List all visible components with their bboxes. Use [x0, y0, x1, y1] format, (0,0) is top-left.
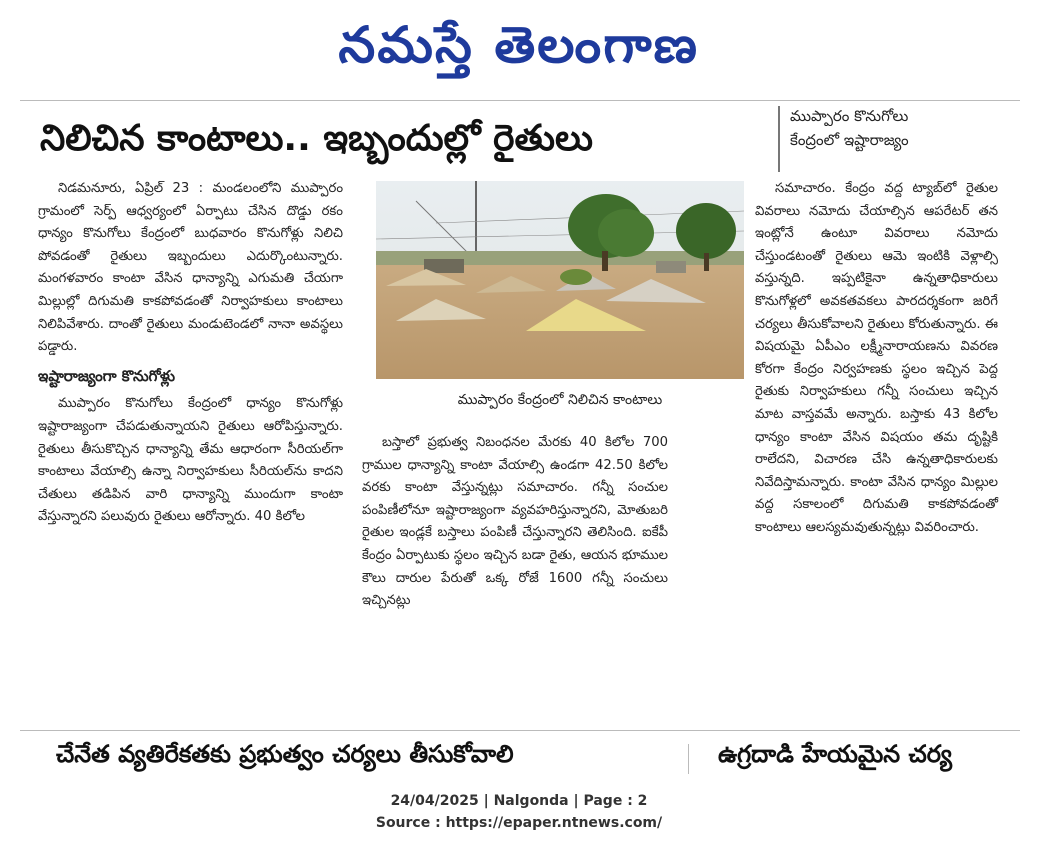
paragraph: బస్తాలో ప్రభుత్వ నిబంధనల మేరకు 40 కిలోల 700 గ్రాముల ధాన్యాన్ని కాంటా వేయాల్సి ఉండగా 42.50 కిలోల వరకు కాంటా వేస్తున్నట్లు సమాచారం. గన్నీ సంచుల పంపిణీలోనూ ఇష్టారాజ్యంగా వ్యవహరిస్తున్నారని, మోతుబరి రైతుల ఇండ్లకే బస్తాలు పంపిణీ చేస్తున్నారని తెలిసింది. ఐకేపీ కేంద్రం ఏర్పాటుకు స్థలం ఇచ్చిన బడా రైతు, ఆయన భూముల కౌలు దారుల పేరుతో ఒక్క రోజే 1600 గన్నీ సంచులు ఇచ్చినట్లు	[362, 435, 668, 609]
footer-divider	[688, 744, 689, 774]
side-heading	[790, 104, 1010, 152]
article-column-1	[38, 178, 343, 718]
next-article-headline: చేనేత వ్యతిరేకతకు ప్రభుత్వం చర్యలు తీసుకోవాలి	[56, 740, 514, 768]
page-info	[0, 790, 1038, 834]
masthead	[0, 4, 1038, 86]
paragraph: ముప్పారం కొనుగోలు కేంద్రంలో ధాన్యం కొనుగోళ్లు ఇష్టారాజ్యంగా చేపడుతున్నాయని రైతులు ఆరోపిస్తున్నారు. రైతులు తీసుకొచ్చిన ధాన్యాన్ని తేమ ఆధారంగా సీరియల్‌గా కాంటాలు వేయాల్సి ఉన్నా నిర్వాహకులు సీరియల్‌ను కాదని చేతులు తడిపిన వారి ధాన్యాన్ని ముందుగా కాంటా వేస్తున్నారని పలువురు రైతులు ఆరోన్నారు. 40 కిలోల	[38, 396, 343, 525]
masthead-logo: నమస్తే తెలంగాణ	[338, 16, 700, 74]
source-line: Source : https://epaper.ntnews.com/	[375, 815, 663, 831]
side-divider	[778, 106, 780, 172]
bottom-divider	[20, 730, 1020, 731]
date-line: 24/04/2025 | Nalgonda | Page : 2	[390, 793, 648, 809]
article-column-3	[755, 178, 998, 718]
article-headline: నిలిచిన కాంటాలు.. ఇబ్బందుల్లో రైతులు	[40, 118, 593, 159]
article-photo	[376, 181, 744, 379]
article-column-2	[362, 432, 668, 720]
paragraph: సమాచారం. కేంద్రం వద్ద ట్యాబ్‌లో రైతుల వివరాలు నమోదు చేయాల్సిన ఆపరేటర్ తన ఇంట్లోనే ఉంటూ వివరాలు నమోదు చేస్తుండటంతో రైతులు ఆమె ఇంటికి వెళ్లాల్సి వస్తున్నది. ఇప్పటికైనా ఉన్నతాధికారులు కొనుగోళ్లలో అవకతవకలు పారదర్శకంగా జరిగే చర్యలు తీసుకోవాలని రైతులు కోరుతున్నారు. ఈ విషయమై ఏపీఎం లక్ష్మీనారాయణను వివరణ కోరగా కేంద్రం నిర్వహణకు స్థలం ఇచ్చిన పెద్ద రైతుకు నిర్వాహకులు గన్నీ సంచులు ఇచ్చిన మాట వాస్తవమే అన్నారు. బస్తాకు 43 కిలోల ధాన్యం కాంటా వేసిన విషయం తమ దృష్టికి రాలేదని, విచారణ చేసి ఉన్నతాధికారులకు నివేదిస్తామన్నారు. కాంటా వేసిన ధాన్యం మిల్లుల వద్ద సకాలంలో దిగుమతి కాకపోవడంతో కాంటాలు ఆలస్యమవుతున్నట్లు వివరించారు.	[755, 181, 998, 535]
photo-caption: ముప్పారం కేంద్రంలో నిలిచిన కాంటాలు	[457, 392, 663, 408]
side-heading-line1: ముప్పారం కొనుగోలు	[790, 107, 909, 125]
photo-illustration	[376, 181, 744, 379]
top-divider	[20, 100, 1020, 101]
paragraph: నిడమనూరు, ఏప్రిల్ 23 : మండలంలోని ముప్పారం గ్రామంలో సెర్ప్ ఆధ్వర్యంలో ఏర్పాటు చేసిన దొడ్డు రకం ధాన్యం కొనుగోలు కేంద్రంలో బుధవారం కొనుగోళ్లు నిలిచి పోవడంతో రైతులు ఇబ్బందులు ఎదుర్కొంటున్నారు. మంగళవారం కాంటా వేసిన ధాన్యాన్ని ఎగుమతి చేయగా మిల్లుల్లో దిగుమతి కాకపోవడంతో నిర్వాహకులు కాంటాలు నిలిపివేశారు. దాంతో రైతులు మండుటెండలో నానా అవస్థలు పడ్డారు.	[38, 181, 343, 355]
article-subheading: ఇష్టారాజ్యంగా కొనుగోళ్లు	[38, 366, 175, 385]
side-heading-line2: కేంద్రంలో ఇష్టారాజ్యం	[790, 131, 909, 149]
next-article-headline-right: ఉగ్రదాడి హేయమైన చర్య	[718, 740, 952, 768]
